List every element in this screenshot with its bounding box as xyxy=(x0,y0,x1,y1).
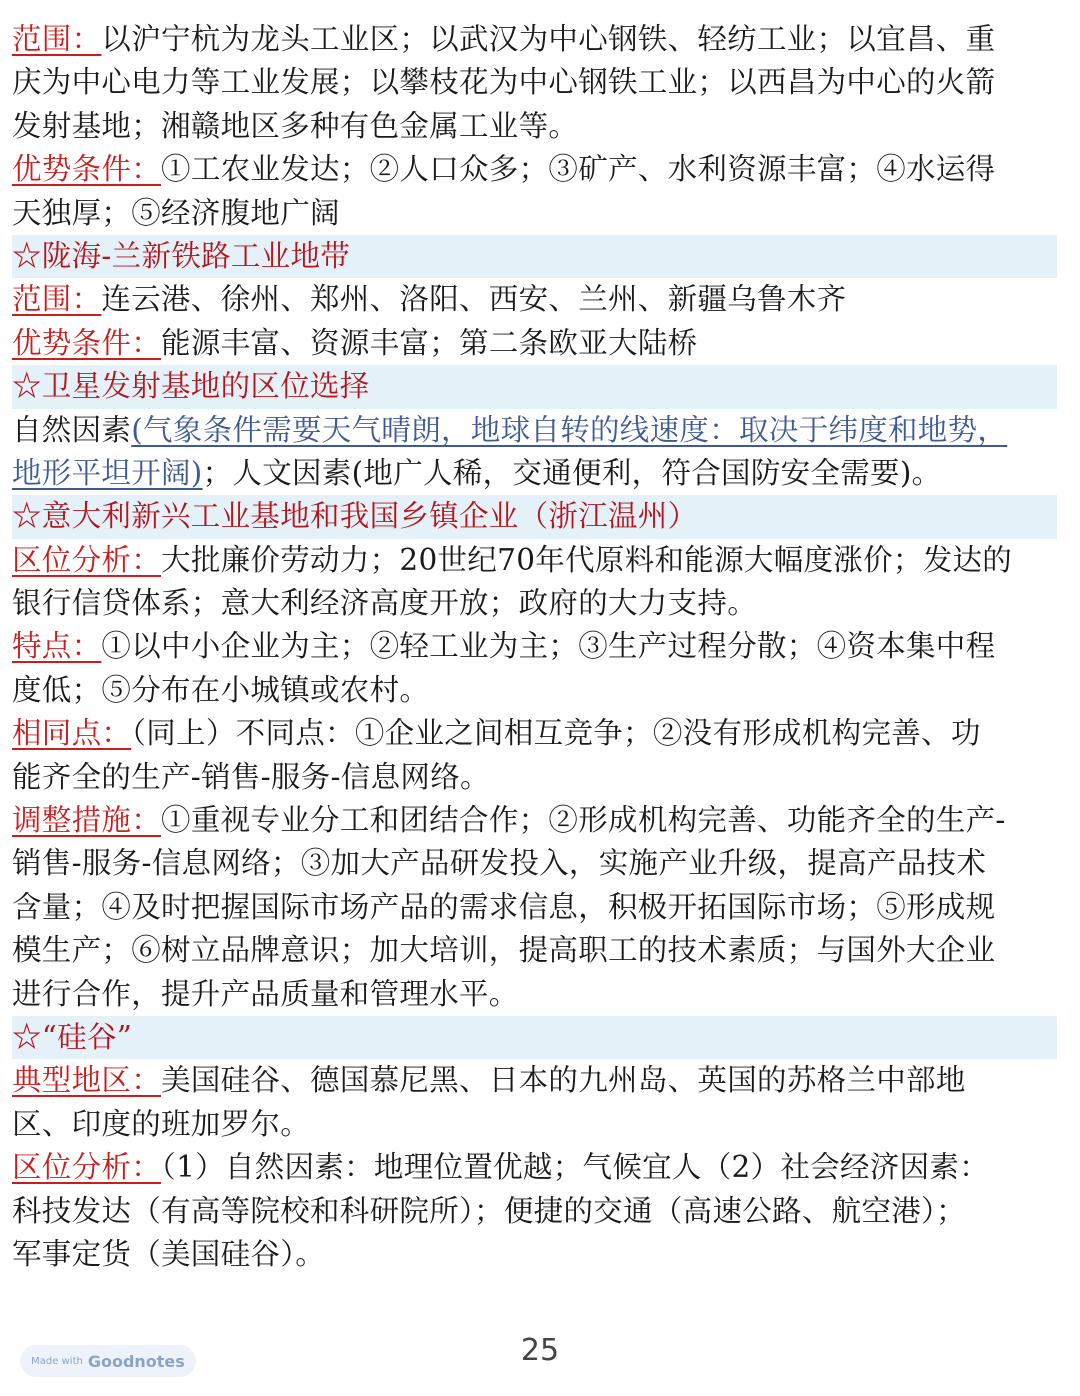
body-text: 以沪宁杭为龙头工业区；以武汉为中心钢铁、轻纺工业；以宜昌、重 xyxy=(101,22,996,56)
section-heading-line xyxy=(12,235,1057,278)
field-label: 区位分析： xyxy=(12,542,162,577)
text-line xyxy=(12,756,1057,799)
text-line xyxy=(12,669,1057,712)
text-line xyxy=(12,973,1057,1016)
text-line xyxy=(12,1190,1057,1233)
body-text: ①以中小企业为主；②轻工业为主；③生产过程分散；④资本集中程 xyxy=(101,629,996,664)
body-text: 大批廉价劳动力；20世纪70年代原料和能源大幅度涨价；发达的 xyxy=(161,542,1013,577)
body-text: 进行合作，提升产品质量和管理水平。 xyxy=(12,976,519,1011)
body-text: 能源丰富、资源丰富；第二条欧亚大陆桥 xyxy=(161,325,698,360)
body-text: 天独厚；⑤经济腹地广阔 xyxy=(12,195,340,230)
body-text: 连云港、徐州、郑州、洛阳、西安、兰州、新疆乌鲁木齐 xyxy=(101,282,847,317)
field-label: 调整措施： xyxy=(12,803,162,838)
body-text: 模生产；⑥树立品牌意识；加大培训，提高职工的技术素质；与国外大企业 xyxy=(12,933,996,968)
field-label: 典型地区： xyxy=(12,1063,162,1098)
section-heading-line xyxy=(12,495,1057,538)
goodnotes-badge[interactable] xyxy=(20,1345,196,1377)
text-line xyxy=(12,1146,1057,1189)
text-line xyxy=(12,539,1057,582)
section-heading: ☆陇海-兰新铁路工业地带 xyxy=(12,238,351,273)
body-text: 美国硅谷、德国慕尼黑、日本的九州岛、英国的苏格兰中部地 xyxy=(161,1063,966,1098)
text-line xyxy=(12,322,1057,365)
section-heading-line xyxy=(12,365,1057,408)
text-line xyxy=(12,625,1057,668)
field-label: 范围： xyxy=(12,282,102,317)
field-label: 优势条件： xyxy=(12,152,162,187)
text-line xyxy=(12,582,1057,625)
field-label: 特点： xyxy=(12,629,102,664)
section-heading: ☆卫星发射基地的区位选择 xyxy=(12,369,370,404)
body-text: 科技发达（有高等院校和科研院所）；便捷的交通（高速公路、航空港）； xyxy=(12,1193,966,1228)
section-heading-line xyxy=(12,1016,1057,1059)
text-line xyxy=(12,278,1057,321)
body-text: 度低；⑤分布在小城镇或农村。 xyxy=(12,672,430,707)
body-text: 含量；④及时把握国际市场产品的需求信息，积极开拓国际市场；⑤形成规 xyxy=(12,889,996,924)
note-body xyxy=(12,18,1057,1276)
body-text: ①重视专业分工和团结合作；②形成机构完善、功能齐全的生产- xyxy=(161,803,1006,838)
text-line xyxy=(12,61,1057,104)
note-page xyxy=(12,18,1057,1276)
body-text: 销售-服务-信息网络；③加大产品研发投入，实施产业升级，提高产品技术 xyxy=(12,846,987,881)
text-line xyxy=(12,712,1057,755)
text-line xyxy=(12,452,1057,495)
badge-brand: Goodnotes xyxy=(87,1351,185,1371)
text-line xyxy=(12,1059,1057,1102)
field-label: 相同点： xyxy=(12,716,132,751)
section-heading: ☆意大利新兴工业基地和我国乡镇企业（浙江温州） xyxy=(12,499,698,534)
text-line xyxy=(12,18,1057,61)
text-line xyxy=(12,148,1057,191)
field-label: 范围： xyxy=(12,22,102,56)
text-line xyxy=(12,1233,1057,1276)
text-line xyxy=(12,409,1057,452)
badge-made-with: Made with xyxy=(31,1355,83,1367)
body-text: 银行信贷体系；意大利经济高度开放；政府的大力支持。 xyxy=(12,586,758,621)
body-text: ①工农业发达；②人口众多；③矿产、水利资源丰富；④水运得 xyxy=(161,152,996,187)
body-text: 区、印度的班加罗尔。 xyxy=(12,1106,311,1141)
body-text: 发射基地；湘赣地区多种有色金属工业等。 xyxy=(12,108,579,143)
body-text: 军事定货（美国硅谷）。 xyxy=(12,1236,326,1271)
page-number: 25 xyxy=(520,1333,560,1368)
text-line xyxy=(12,842,1057,885)
body-text: ；人文因素(地广人稀，交通便利，符合国防安全需要)。 xyxy=(202,455,942,490)
annotation-text: 地形平坦开阔) xyxy=(12,455,203,490)
text-line xyxy=(12,799,1057,842)
text-line xyxy=(12,192,1057,235)
text-line xyxy=(12,1103,1057,1146)
section-heading: ☆“硅谷” xyxy=(12,1019,133,1054)
body-text: 自然因素 xyxy=(12,412,132,447)
field-label: 优势条件： xyxy=(12,325,162,360)
text-line xyxy=(12,105,1057,148)
body-text: （1）自然因素：地理位置优越；气候宜人（2）社会经济因素： xyxy=(161,1150,990,1185)
text-line xyxy=(12,886,1057,929)
annotation-text: (气象条件需要天气晴朗，地球自转的线速度：取决于纬度和地势， xyxy=(131,412,1008,447)
body-text: （同上）不同点：①企业之间相互竞争；②没有形成机构完善、功 xyxy=(131,716,981,751)
body-text: 能齐全的生产-销售-服务-信息网络。 xyxy=(12,759,490,794)
body-text: 庆为中心电力等工业发展；以攀枝花为中心钢铁工业；以西昌为中心的火箭 xyxy=(12,65,996,100)
field-label: 区位分析： xyxy=(12,1150,162,1185)
text-line xyxy=(12,929,1057,972)
